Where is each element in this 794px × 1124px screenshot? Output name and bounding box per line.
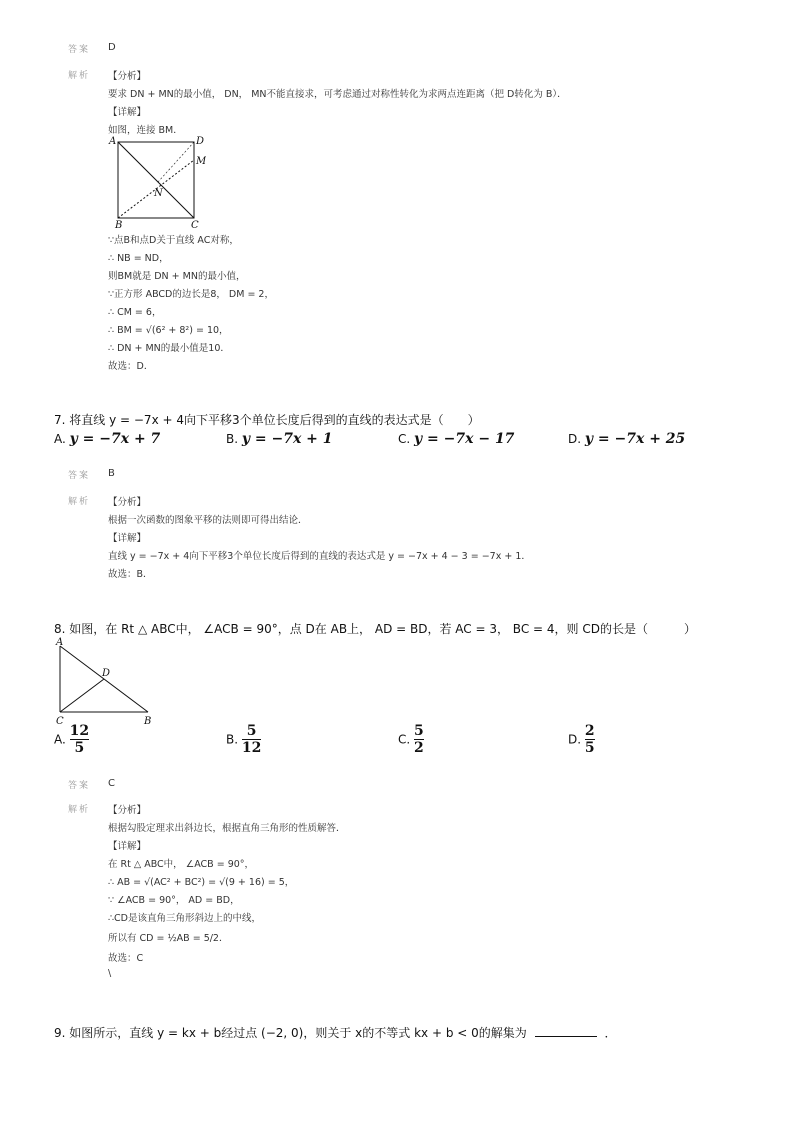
solution-line: ∵点B和点D关于直线 AC对称，	[108, 235, 239, 246]
answer-label: 答案	[68, 471, 91, 481]
option-fraction	[70, 724, 89, 755]
solution-line: 根据一次函数的图象平移的法则即可得出结论．	[108, 515, 308, 526]
solution-line: ∴CD是该直角三角形斜边上的中线，	[108, 913, 261, 924]
analysis-label: 解析	[68, 805, 91, 815]
triangle-figure	[52, 636, 162, 728]
analysis-label: 解析	[68, 71, 91, 81]
analysis-label: 解析	[68, 497, 91, 507]
option-c[interactable]	[398, 724, 424, 755]
fraction-denominator: 5	[74, 740, 85, 756]
option-letter: C.	[398, 432, 411, 446]
solution-line: 在 Rt △ ABC中， ∠ACB = 90°，	[108, 859, 255, 870]
question-number: 8.	[54, 622, 66, 636]
option-letter: A.	[54, 732, 66, 747]
point-a: A	[109, 136, 117, 147]
answer-value: C	[108, 778, 115, 789]
question-number: 7.	[54, 413, 66, 427]
option-letter: A.	[54, 432, 66, 446]
solution-line: ∴ BM = √(6² + 8²) = 10，	[108, 325, 229, 336]
point-m: M	[196, 156, 206, 167]
solution-line: \	[108, 968, 112, 979]
fraction-denominator: 5	[584, 740, 595, 756]
question-end: ．	[604, 1026, 617, 1040]
point-b: B	[144, 716, 152, 727]
option-text: y = −7x − 17	[414, 431, 515, 447]
point-n: N	[154, 188, 163, 199]
option-letter: C.	[398, 732, 411, 747]
option-text: y = −7x + 25	[584, 431, 686, 447]
point-c: C	[56, 716, 64, 727]
option-fraction	[242, 724, 261, 755]
segment-cd	[60, 679, 104, 712]
solution-line: ∴ DN + MN的最小值是10．	[108, 343, 230, 354]
point-b: B	[115, 220, 123, 230]
option-b[interactable]	[226, 724, 261, 755]
solution-line: ∵ ∠ACB = 90°， AD = BD，	[108, 895, 240, 906]
point-d: D	[102, 668, 111, 679]
solution-line: ∴ CM = 6，	[108, 307, 162, 318]
solution-line: 【详解】	[108, 107, 147, 118]
solution-line: 如图，连接 BM．	[108, 125, 183, 136]
point-c: C	[191, 220, 199, 230]
option-fraction	[585, 724, 595, 755]
solution-line: 要求 DN + MN的最小值， DN， MN不能直接求，可考虑通过对称性转化为求两点连距离（把 D转化为 B）．	[108, 89, 567, 100]
solution-line: 【详解】	[108, 533, 147, 544]
solution-line: 直线 y = −7x + 4向下平移3个单位长度后得到的直线的表达式是 y = −7x + 4 − 3 = −7x + 1．	[108, 551, 531, 562]
fraction-numerator: 12	[69, 723, 90, 739]
question-number: 9.	[54, 1026, 66, 1040]
answer-label: 答案	[68, 781, 91, 791]
question-stem: 将直线 y = −7x + 4向下平移3个单位长度后得到的直线的表达式是（ ）	[69, 413, 480, 427]
answer-value: D	[108, 42, 116, 53]
solution-line: 【分析】	[108, 497, 147, 508]
fraction-numerator: 5	[246, 723, 257, 739]
option-letter: B.	[226, 432, 239, 446]
question-7	[54, 411, 480, 428]
solution-line: ∴ AB = √(AC² + BC²) = √(9 + 16) = 5，	[108, 877, 295, 888]
square-figure	[106, 134, 206, 230]
option-letter: D.	[568, 432, 582, 446]
option-letter: D.	[568, 732, 582, 747]
solution-line: 【分析】	[108, 805, 147, 816]
option-c[interactable]	[398, 431, 514, 447]
segment-dn	[158, 142, 194, 182]
answer-value: B	[108, 468, 115, 479]
option-text: y = −7x + 1	[241, 431, 333, 447]
answer-blank[interactable]	[535, 1026, 597, 1037]
fraction-denominator: 2	[414, 740, 424, 756]
fraction-denominator: 12	[241, 740, 262, 756]
solution-line: 则BM就是 DN + MN的最小值，	[108, 271, 246, 282]
solution-line: 【分析】	[108, 71, 147, 82]
question-8	[54, 620, 696, 637]
solution-line: 故选：B．	[108, 569, 153, 580]
fraction-numerator: 2	[584, 723, 595, 739]
option-b[interactable]	[226, 431, 333, 447]
option-a[interactable]	[54, 431, 160, 447]
solution-line: ∴ NB = ND，	[108, 253, 169, 264]
solution-line: 【详解】	[108, 841, 147, 852]
option-d[interactable]	[568, 724, 595, 755]
solution-line: ∵正方形 ABCD的边长是8， DM = 2，	[108, 289, 274, 300]
option-letter: B.	[226, 732, 239, 747]
option-d[interactable]	[568, 431, 685, 447]
question-stem: 如图，在 Rt △ ABC中， ∠ACB = 90°，点 D在 AB上， AD = BD，若 AC = 3， BC = 4，则 CD的长是（ ）	[69, 622, 696, 636]
solution-line: 故选：D．	[108, 361, 154, 372]
option-a[interactable]	[54, 724, 89, 755]
diagonal-ac	[118, 142, 194, 218]
fraction-numerator: 5	[414, 723, 424, 739]
option-text: y = −7x + 7	[69, 431, 161, 447]
solution-line: 所以有 CD = ½AB = 5/2．	[108, 933, 229, 944]
question-9	[54, 1024, 616, 1041]
point-a: A	[56, 637, 64, 648]
question-stem: 如图所示，直线 y = kx + b经过点 (−2, 0)，则关于 x的不等式 kx + b < 0的解集为	[69, 1026, 527, 1040]
answer-label: 答案	[68, 45, 91, 55]
option-fraction	[414, 724, 424, 755]
solution-line: 故选：C	[108, 953, 144, 964]
point-d: D	[196, 136, 205, 147]
solution-line: 根据勾股定理求出斜边长，根据直角三角形的性质解答．	[108, 823, 346, 834]
